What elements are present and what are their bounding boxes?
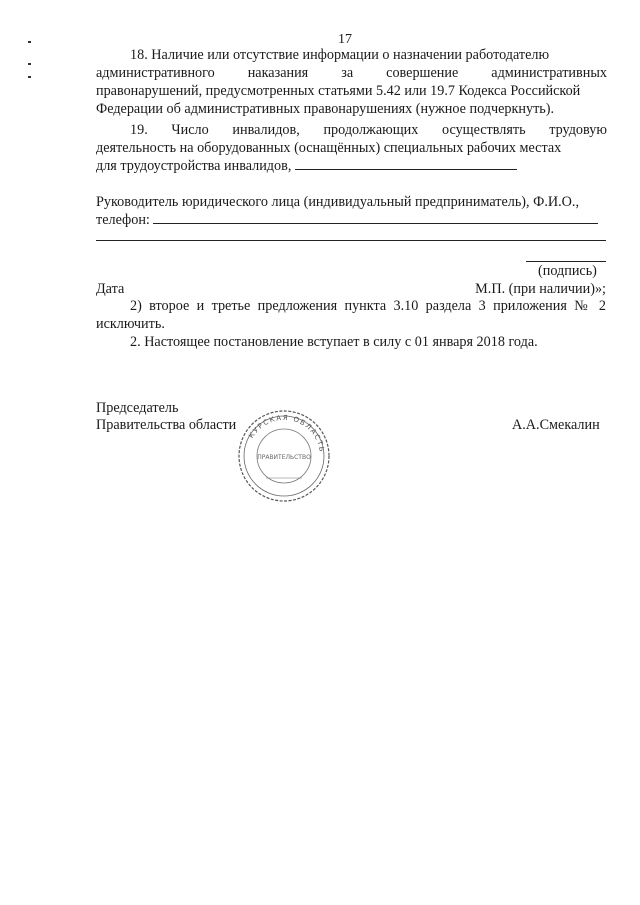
margin-mark [28,76,31,78]
head-line: Руководитель юридического лица (индивидуальный предприниматель), Ф.И.О., [96,194,580,210]
item19-line2: деятельность на оборудованных (оснащённых) специальных рабочих местах [96,140,562,156]
item18-line2-word: наказания [247,65,309,81]
item19-answer-blank [295,157,517,170]
item18-line2-word: за [341,65,354,81]
item19-line1-word: Число [171,122,209,138]
item19-line1-word: продолжающих [323,122,419,138]
amendment-point2-line2: исключить. [96,316,165,332]
signature-caption: (подпись) [538,263,597,279]
page-number: 17 [338,32,352,47]
stamp-ring-text: КУРСКАЯ ОБЛАСТЬ [247,413,326,454]
item18-line2 [96,64,607,82]
signatory-title-line1: Председатель [96,400,179,416]
margin-mark [28,41,31,43]
amendment-point2-text: 2) второе и третье предложения пункта 3.10 раздела 3 приложения № 2 [130,298,606,314]
official-stamp [236,408,332,504]
date-label: Дата [96,281,125,297]
item18-line1: 18. Наличие или отсутствие информации о назначении работодателю [130,47,550,63]
amendment-point2-line1 [130,297,606,315]
item19-line1 [130,121,607,139]
signatory-name: А.А.Смекалин [512,417,600,433]
seal-label: М.П. (при наличии)»; [475,281,606,297]
item18-line2-word: совершение [386,65,459,81]
item18-line2-word: административных [491,65,607,81]
item19-line1-word: инвалидов, [232,122,300,138]
margin-mark [28,63,31,65]
fio-blank-line [96,240,606,241]
item19-line1-word: 19. [130,122,148,138]
stamp-center-text: ПРАВИТЕЛЬСТВО [257,454,311,461]
item18-line2-word: административного [96,65,215,81]
item19-line3 [96,157,517,175]
phone-label: телефон: [96,212,150,228]
signatory-title-line2: Правительства области [96,417,237,433]
item19-line1-word: трудовую [549,122,607,138]
item18-line3: правонарушений, предусмотренных статьями 5.42 или 19.7 Кодекса Российской [96,83,581,99]
item19-line1-word: осуществлять [442,122,526,138]
item19-line3-text: для трудоустройства инвалидов, [96,158,292,174]
clause-2: 2. Настоящее постановление вступает в силу с 01 января 2018 года. [130,334,538,350]
item18-line4: Федерации об административных правонарушениях (нужное подчеркнуть). [96,101,555,117]
phone-line [96,211,598,229]
phone-blank [153,211,598,224]
